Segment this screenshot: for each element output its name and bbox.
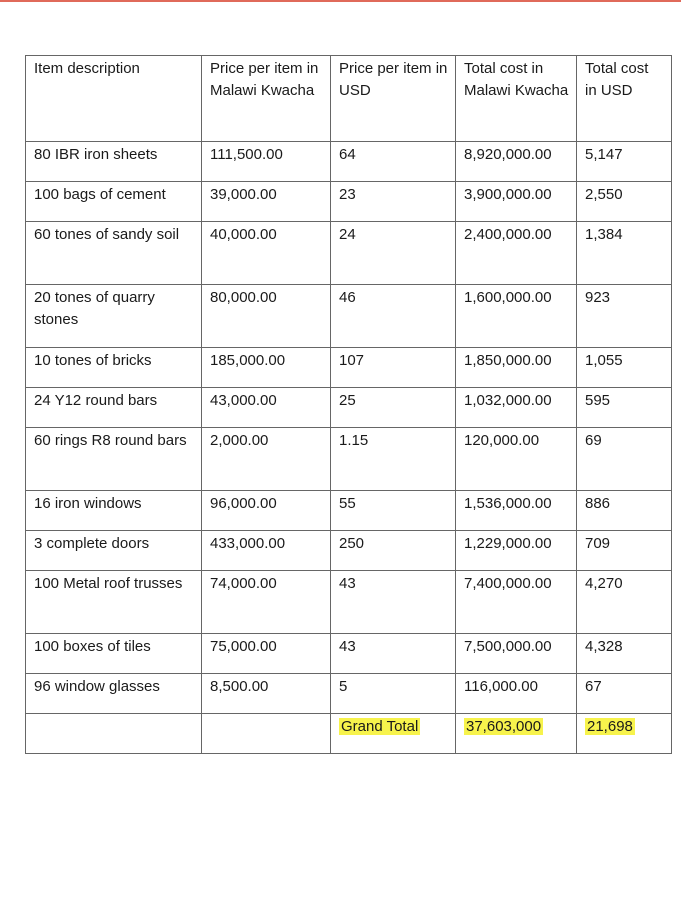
cell-price-usd: 5 [331,674,456,714]
table-row [26,182,672,222]
cell-total-mwk: 1,536,000.00 [456,491,577,531]
table-row [26,531,672,571]
cell-price-mwk: 2,000.00 [202,428,331,491]
cell-total-usd: 595 [577,388,672,428]
cell-price-mwk: 96,000.00 [202,491,331,531]
header-item-description: Item description [26,56,202,142]
cell-price-usd: 1.15 [331,428,456,491]
cell-price-usd: 43 [331,634,456,674]
grand-total-mwk-cell [456,714,577,754]
cell-total-usd: 1,055 [577,348,672,388]
cell-price-mwk: 8,500.00 [202,674,331,714]
cell-total-mwk: 120,000.00 [456,428,577,491]
cell-price-usd: 107 [331,348,456,388]
cell-price-mwk: 39,000.00 [202,182,331,222]
table-row [26,491,672,531]
cell-item: 100 boxes of tiles [26,634,202,674]
cell-item: 100 Metal roof trusses [26,571,202,634]
cell-total-usd: 923 [577,285,672,348]
cell-price-usd: 23 [331,182,456,222]
cell-price-mwk: 75,000.00 [202,634,331,674]
cell-price-mwk: 40,000.00 [202,222,331,285]
cell-item: 80 IBR iron sheets [26,142,202,182]
grand-total-usd-cell [577,714,672,754]
cell-price-usd: 25 [331,388,456,428]
cell-total-mwk: 8,920,000.00 [456,142,577,182]
cell-total-mwk: 1,850,000.00 [456,348,577,388]
cell-item: 60 tones of sandy soil [26,222,202,285]
table-row [26,571,672,634]
cell-price-mwk: 111,500.00 [202,142,331,182]
cell-empty [202,714,331,754]
cell-total-mwk: 1,032,000.00 [456,388,577,428]
table-row [26,285,672,348]
cell-total-mwk: 2,400,000.00 [456,222,577,285]
cell-total-usd: 4,270 [577,571,672,634]
header-total-usd: Total cost in USD [577,56,672,142]
cell-price-mwk: 43,000.00 [202,388,331,428]
cell-total-usd: 5,147 [577,142,672,182]
cell-total-usd: 709 [577,531,672,571]
cell-item: 60 rings R8 round bars [26,428,202,491]
grand-total-row [26,714,672,754]
cell-total-mwk: 3,900,000.00 [456,182,577,222]
cell-price-usd: 24 [331,222,456,285]
table-row [26,674,672,714]
cell-item: 96 window glasses [26,674,202,714]
cell-item: 10 tones of bricks [26,348,202,388]
cell-item: 3 complete doors [26,531,202,571]
grand-total-usd: 21,698 [587,718,633,735]
table-row [26,222,672,285]
cell-item: 16 iron windows [26,491,202,531]
cost-table [25,55,672,754]
cell-item: 20 tones of quarry stones [26,285,202,348]
grand-total-label: Grand Total [341,718,419,735]
cell-price-mwk: 74,000.00 [202,571,331,634]
cell-price-usd: 46 [331,285,456,348]
table-row [26,428,672,491]
header-total-mwk: Total cost in Malawi Kwacha [456,56,577,142]
cell-price-usd: 64 [331,142,456,182]
top-divider [0,0,681,2]
cell-total-mwk: 116,000.00 [456,674,577,714]
cell-total-usd: 69 [577,428,672,491]
cell-price-usd: 43 [331,571,456,634]
cell-total-usd: 886 [577,491,672,531]
cell-price-mwk: 80,000.00 [202,285,331,348]
cell-total-mwk: 1,600,000.00 [456,285,577,348]
cell-price-mwk: 185,000.00 [202,348,331,388]
cell-total-mwk: 7,400,000.00 [456,571,577,634]
header-price-usd: Price per item in USD [331,56,456,142]
table-row [26,634,672,674]
cell-total-usd: 1,384 [577,222,672,285]
grand-total-mwk: 37,603,000 [466,718,542,735]
table-row [26,388,672,428]
cell-item: 24 Y12 round bars [26,388,202,428]
cell-price-usd: 55 [331,491,456,531]
table-row [26,142,672,182]
cell-price-usd: 250 [331,531,456,571]
table-header-row [26,56,672,142]
cell-price-mwk: 433,000.00 [202,531,331,571]
cell-total-mwk: 7,500,000.00 [456,634,577,674]
cell-total-mwk: 1,229,000.00 [456,531,577,571]
cell-item: 100 bags of cement [26,182,202,222]
cell-total-usd: 67 [577,674,672,714]
table-row [26,348,672,388]
header-price-mwk: Price per item in Malawi Kwacha [202,56,331,142]
cell-empty [26,714,202,754]
cell-total-usd: 2,550 [577,182,672,222]
grand-total-label-cell [331,714,456,754]
cell-total-usd: 4,328 [577,634,672,674]
